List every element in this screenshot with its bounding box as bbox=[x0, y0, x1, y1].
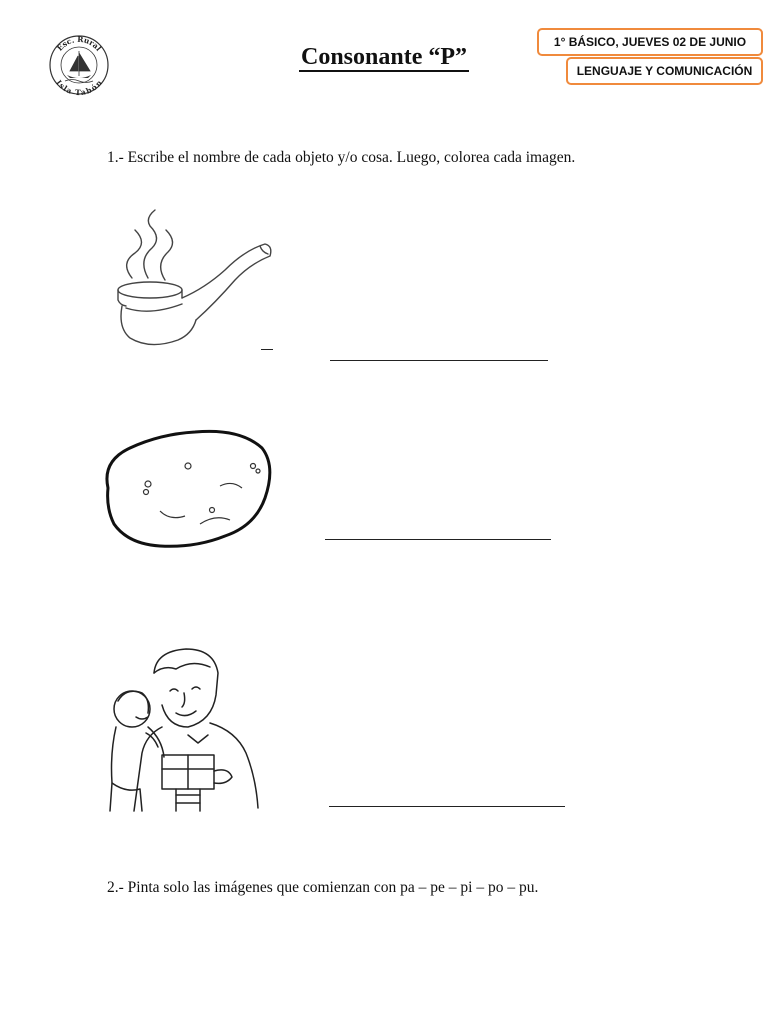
page-title-text: Consonante “P” bbox=[300, 44, 468, 70]
father-hugging-child-icon bbox=[106, 643, 264, 815]
subject-tag-text: LENGUAJE Y COMUNICACIÓN bbox=[576, 64, 753, 78]
pipe-image bbox=[110, 208, 275, 353]
exercise1-instruction: 1.- Escribe el nombre de cada objeto y/o cosa. Luego, colorea cada imagen. bbox=[107, 149, 576, 166]
logo-text-bottom: Isla Tabón bbox=[54, 78, 104, 98]
answer-line-1[interactable] bbox=[330, 360, 548, 361]
logo-text-top: Esc. Rural bbox=[55, 34, 104, 53]
father-child-image bbox=[106, 643, 264, 815]
answer-line-2[interactable] bbox=[325, 539, 551, 540]
stray-mark bbox=[261, 349, 273, 350]
pipe-icon bbox=[110, 208, 275, 353]
potato-icon bbox=[100, 426, 275, 551]
exercise2-instruction: 2.- Pinta solo las imágenes que comienzan con pa – pe – pi – po – pu. bbox=[107, 879, 539, 896]
subject-tag bbox=[566, 57, 763, 85]
answer-line-3[interactable] bbox=[329, 806, 565, 807]
date-tag bbox=[537, 28, 763, 56]
date-tag-text: 1° BÁSICO, JUEVES 02 DE JUNIO bbox=[553, 35, 747, 49]
potato-image bbox=[100, 426, 275, 551]
